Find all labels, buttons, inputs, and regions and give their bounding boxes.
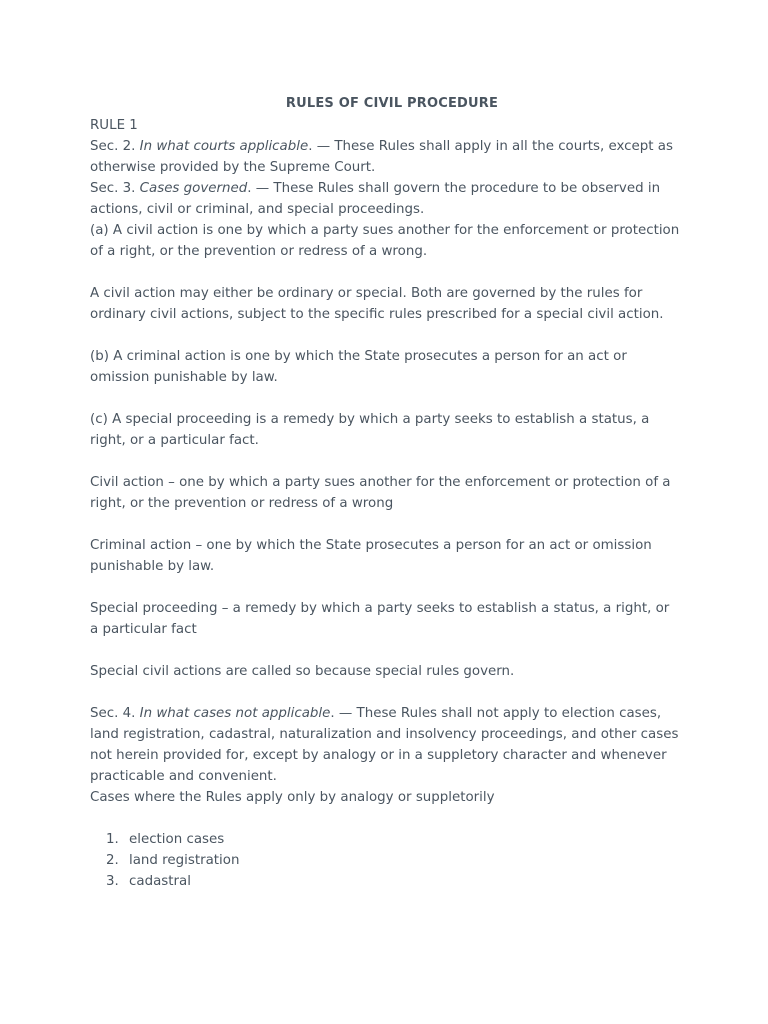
document-page [90,94,690,892]
analogy-intro: Cases where the Rules apply only by analogy or suppletorily [90,790,495,805]
para-c-line-2: right, or a particular fact. [90,433,259,448]
para-a-line-1: (a) A civil action is one by which a party sues another for the enforcement or protection [90,223,680,238]
paragraph-gap [90,262,690,283]
sec4-heading: In what cases not applicable [139,706,331,721]
rule-heading: RULE 1 [90,118,138,133]
para-civil-line-2: ordinary civil actions, subject to the specific rules prescribed for a special civil action. [90,307,664,322]
sec2-line-2: otherwise provided by the Supreme Court. [90,160,376,175]
list-item-text: land registration [129,853,240,868]
sec2-heading: In what courts applicable [139,139,309,154]
list-item [90,850,690,871]
sec3-text: . — These Rules shall govern the procedure to be observed in [247,181,661,196]
paragraph-gap [90,808,690,829]
para-c-line-1: (c) A special proceeding is a remedy by which a party seeks to establish a status, a [90,412,650,427]
special-civil-note: Special civil actions are called so because special rules govern. [90,664,515,679]
document-title: RULES OF CIVIL PROCEDURE [285,96,499,111]
sec4-line-4: practicable and convenient. [90,769,277,784]
paragraph-gap [90,640,690,661]
para-b-line-1: (b) A criminal action is one by which the State prosecutes a person for an act or [90,349,627,364]
list-item [90,871,690,892]
list-item-number: 1. [106,832,119,847]
sec2-label: Sec. 2. [90,139,136,154]
sec4-line-1 [90,703,690,724]
paragraph-gap [90,451,690,472]
def-special-line-2: a particular fact [90,622,197,637]
list-item-text: election cases [129,832,225,847]
sec2-text: . — These Rules shall apply in all the courts, except as [308,139,673,154]
sec4-line-3: not herein provided for, except by analogy or in a suppletory character and whenever [90,748,667,763]
sec3-line-2: actions, civil or criminal, and special proceedings. [90,202,425,217]
sec3-heading: Cases governed [139,181,248,196]
para-b-line-2: omission punishable by law. [90,370,278,385]
para-a-line-2: of a right, or the prevention or redress of a wrong. [90,244,428,259]
def-civil-line-2: right, or the prevention or redress of a wrong [90,496,394,511]
paragraph-gap [90,514,690,535]
paragraph-gap [90,682,690,703]
def-civil-line-1: Civil action – one by which a party sues another for the enforcement or protection of a [90,475,671,490]
list-item-number: 3. [106,874,119,889]
sec4-line-2: land registration, cadastral, naturalization and insolvency proceedings, and other cases [90,727,679,742]
paragraph-gap [90,577,690,598]
sec4-label: Sec. 4. [90,706,136,721]
def-criminal-line-2: punishable by law. [90,559,215,574]
list-item [90,829,690,850]
sec2-line-1 [90,136,690,157]
sec4-text: . — These Rules shall not apply to election cases, [330,706,662,721]
def-criminal-line-1: Criminal action – one by which the State prosecutes a person for an act or omission [90,538,652,553]
sec3-label: Sec. 3. [90,181,136,196]
para-civil-line-1: A civil action may either be ordinary or special. Both are governed by the rules for [90,286,643,301]
analogy-list [90,829,690,892]
paragraph-gap [90,388,690,409]
list-item-number: 2. [106,853,119,868]
paragraph-gap [90,325,690,346]
sec3-line-1 [90,178,690,199]
list-item-text: cadastral [129,874,191,889]
def-special-line-1: Special proceeding – a remedy by which a party seeks to establish a status, a right, or [90,601,670,616]
